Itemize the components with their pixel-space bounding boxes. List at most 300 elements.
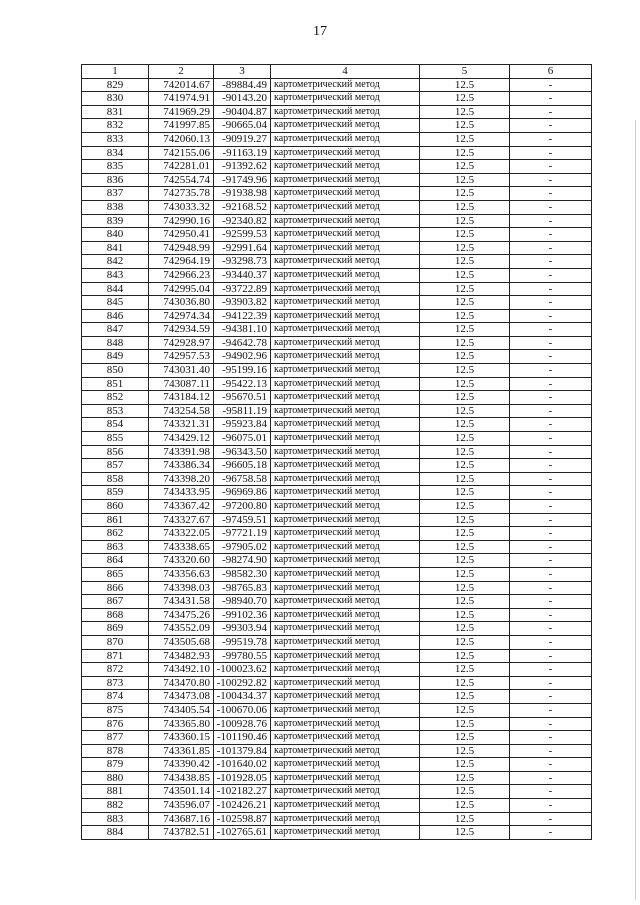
table-cell: 743356.63: [149, 567, 214, 581]
table-cell: 12.5: [420, 826, 510, 840]
table-cell: картометрический метод: [271, 200, 420, 214]
table-cell: картометрический метод: [271, 595, 420, 609]
table-cell: -: [510, 323, 592, 337]
table-cell: 12.5: [420, 391, 510, 405]
table-cell: 12.5: [420, 771, 510, 785]
table-cell: 742990.16: [149, 214, 214, 228]
table-cell: -95670.51: [214, 391, 271, 405]
table-cell: картометрический метод: [271, 690, 420, 704]
table-cell: -96605.18: [214, 459, 271, 473]
table-cell: 868: [82, 608, 149, 622]
table-row: [82, 567, 592, 581]
table-cell: 869: [82, 622, 149, 636]
table-cell: 742060.13: [149, 132, 214, 146]
table-cell: 12.5: [420, 119, 510, 133]
table-row: [82, 146, 592, 160]
table-cell: -101640.02: [214, 758, 271, 772]
table-cell: -: [510, 187, 592, 201]
table-cell: -92991.64: [214, 241, 271, 255]
table-row: [82, 500, 592, 514]
table-row: [82, 404, 592, 418]
table-cell: 743596.07: [149, 799, 214, 813]
table-cell: -90143.20: [214, 92, 271, 106]
table-header-row: [82, 65, 592, 79]
table-cell: картометрический метод: [271, 731, 420, 745]
table-cell: 743338.65: [149, 540, 214, 554]
table-cell: 848: [82, 336, 149, 350]
table-cell: 743184.12: [149, 391, 214, 405]
table-cell: 12.5: [420, 336, 510, 350]
table-row: [82, 391, 592, 405]
table-cell: 743473.08: [149, 690, 214, 704]
table-body: [82, 78, 592, 839]
table-cell: 742155.06: [149, 146, 214, 160]
table-row: [82, 445, 592, 459]
table-cell: -: [510, 228, 592, 242]
table-row: [82, 731, 592, 745]
table-cell: картометрический метод: [271, 105, 420, 119]
table-cell: 879: [82, 758, 149, 772]
table-cell: 883: [82, 812, 149, 826]
table-row: [82, 581, 592, 595]
table-row: [82, 214, 592, 228]
table-cell: 841: [82, 241, 149, 255]
table-cell: -91749.96: [214, 173, 271, 187]
table-cell: -99102.36: [214, 608, 271, 622]
table-cell: картометрический метод: [271, 540, 420, 554]
table-cell: картометрический метод: [271, 608, 420, 622]
table-cell: картометрический метод: [271, 132, 420, 146]
table-cell: -: [510, 404, 592, 418]
table-row: [82, 228, 592, 242]
table-cell: картометрический метод: [271, 418, 420, 432]
table-cell: -101379.84: [214, 744, 271, 758]
column-header: 2: [149, 65, 214, 79]
table-cell: 741974.91: [149, 92, 214, 106]
table-cell: 12.5: [420, 567, 510, 581]
table-cell: -94381.10: [214, 323, 271, 337]
table-cell: -95199.16: [214, 364, 271, 378]
table-cell: картометрический метод: [271, 486, 420, 500]
table-cell: 870: [82, 635, 149, 649]
table-cell: 844: [82, 282, 149, 296]
table-row: [82, 336, 592, 350]
table-cell: 743492.10: [149, 663, 214, 677]
table-row: [82, 200, 592, 214]
table-row: [82, 105, 592, 119]
table-row: [82, 622, 592, 636]
table-cell: 12.5: [420, 649, 510, 663]
table-cell: 12.5: [420, 540, 510, 554]
table-cell: -101928.05: [214, 771, 271, 785]
table-cell: -100928.76: [214, 717, 271, 731]
table-cell: -95811.19: [214, 404, 271, 418]
table-cell: 743254.58: [149, 404, 214, 418]
table-cell: 12.5: [420, 105, 510, 119]
table-cell: 864: [82, 554, 149, 568]
table-cell: 12.5: [420, 595, 510, 609]
table-cell: 12.5: [420, 432, 510, 446]
table-cell: 742928.97: [149, 336, 214, 350]
table-cell: 881: [82, 785, 149, 799]
table-cell: -: [510, 717, 592, 731]
table-cell: 742014.67: [149, 78, 214, 92]
table-cell: 837: [82, 187, 149, 201]
table-cell: 12.5: [420, 513, 510, 527]
table-cell: -90404.87: [214, 105, 271, 119]
table-cell: -: [510, 241, 592, 255]
table-cell: картометрический метод: [271, 500, 420, 514]
table-cell: 743365.80: [149, 717, 214, 731]
table-row: [82, 364, 592, 378]
table-cell: 882: [82, 799, 149, 813]
table-row: [82, 513, 592, 527]
table-row: [82, 187, 592, 201]
table-cell: 849: [82, 350, 149, 364]
table-cell: -: [510, 554, 592, 568]
table-cell: -: [510, 364, 592, 378]
table-cell: 12.5: [420, 445, 510, 459]
table-cell: 12.5: [420, 486, 510, 500]
table-cell: 743438.85: [149, 771, 214, 785]
table-cell: 12.5: [420, 635, 510, 649]
table-cell: -: [510, 540, 592, 554]
table-cell: 12.5: [420, 799, 510, 813]
table-cell: 12.5: [420, 296, 510, 310]
table-cell: 12.5: [420, 323, 510, 337]
table-cell: картометрический метод: [271, 622, 420, 636]
table-cell: 875: [82, 703, 149, 717]
table-row: [82, 472, 592, 486]
table-cell: -91163.19: [214, 146, 271, 160]
table-row: [82, 323, 592, 337]
table-row: [82, 173, 592, 187]
table-cell: 831: [82, 105, 149, 119]
table-cell: -102765.61: [214, 826, 271, 840]
table-cell: картометрический метод: [271, 404, 420, 418]
table-cell: 12.5: [420, 92, 510, 106]
table-cell: 12.5: [420, 554, 510, 568]
table-row: [82, 690, 592, 704]
table-cell: картометрический метод: [271, 377, 420, 391]
table-cell: картометрический метод: [271, 187, 420, 201]
table-cell: 845: [82, 296, 149, 310]
table-cell: -: [510, 663, 592, 677]
table-row: [82, 282, 592, 296]
table-cell: картометрический метод: [271, 554, 420, 568]
table-cell: 12.5: [420, 608, 510, 622]
table-cell: картометрический метод: [271, 241, 420, 255]
table-cell: 873: [82, 676, 149, 690]
table-cell: -: [510, 649, 592, 663]
table-cell: картометрический метод: [271, 160, 420, 174]
table-cell: -: [510, 812, 592, 826]
table-cell: -: [510, 173, 592, 187]
table-cell: картометрический метод: [271, 119, 420, 133]
table-cell: 12.5: [420, 676, 510, 690]
table-cell: картометрический метод: [271, 296, 420, 310]
table-cell: картометрический метод: [271, 567, 420, 581]
scan-edge-line: [635, 120, 636, 900]
table-cell: картометрический метод: [271, 309, 420, 323]
table-cell: 12.5: [420, 472, 510, 486]
table-cell: 743431.58: [149, 595, 214, 609]
table-cell: 12.5: [420, 309, 510, 323]
table-row: [82, 771, 592, 785]
table-cell: -: [510, 690, 592, 704]
table-cell: 12.5: [420, 459, 510, 473]
table-cell: картометрический метод: [271, 255, 420, 269]
table-cell: 742966.23: [149, 268, 214, 282]
table-cell: картометрический метод: [271, 635, 420, 649]
table-cell: 853: [82, 404, 149, 418]
table-cell: 12.5: [420, 350, 510, 364]
table-cell: -: [510, 581, 592, 595]
table-cell: -97459.51: [214, 513, 271, 527]
table-cell: картометрический метод: [271, 744, 420, 758]
table-cell: 743031.40: [149, 364, 214, 378]
table-cell: -100023.62: [214, 663, 271, 677]
table-cell: -98765.83: [214, 581, 271, 595]
table-row: [82, 758, 592, 772]
table-cell: картометрический метод: [271, 527, 420, 541]
table-cell: 851: [82, 377, 149, 391]
table-cell: 12.5: [420, 377, 510, 391]
table-cell: -92340.82: [214, 214, 271, 228]
table-cell: картометрический метод: [271, 214, 420, 228]
table-cell: 12.5: [420, 268, 510, 282]
table-cell: -91392.62: [214, 160, 271, 174]
table-row: [82, 649, 592, 663]
table-cell: 12.5: [420, 500, 510, 514]
table-cell: 743321.31: [149, 418, 214, 432]
table-cell: -: [510, 92, 592, 106]
table-cell: -: [510, 703, 592, 717]
table-cell: -: [510, 119, 592, 133]
table-cell: картометрический метод: [271, 703, 420, 717]
table-row: [82, 744, 592, 758]
table-cell: картометрический метод: [271, 92, 420, 106]
column-header: 3: [214, 65, 271, 79]
table-cell: картометрический метод: [271, 799, 420, 813]
table-cell: 877: [82, 731, 149, 745]
table-cell: 12.5: [420, 690, 510, 704]
table-cell: 743398.03: [149, 581, 214, 595]
table-cell: картометрический метод: [271, 432, 420, 446]
table-cell: картометрический метод: [271, 717, 420, 731]
table-cell: -96969.86: [214, 486, 271, 500]
column-header: 6: [510, 65, 592, 79]
table-cell: 743367.42: [149, 500, 214, 514]
table-row: [82, 663, 592, 677]
table-cell: 830: [82, 92, 149, 106]
table-cell: 856: [82, 445, 149, 459]
table-cell: 12.5: [420, 418, 510, 432]
table-cell: 846: [82, 309, 149, 323]
table-cell: -102182.27: [214, 785, 271, 799]
table-row: [82, 377, 592, 391]
table-cell: 742974.34: [149, 309, 214, 323]
table-row: [82, 432, 592, 446]
table-cell: -98940.70: [214, 595, 271, 609]
table-cell: 743429.12: [149, 432, 214, 446]
table-cell: -: [510, 595, 592, 609]
table-cell: -: [510, 608, 592, 622]
table-cell: -94642.78: [214, 336, 271, 350]
table-cell: 743360.15: [149, 731, 214, 745]
table-cell: 843: [82, 268, 149, 282]
table-cell: -: [510, 567, 592, 581]
table-cell: 743327.67: [149, 513, 214, 527]
table-row: [82, 717, 592, 731]
table-cell: -: [510, 282, 592, 296]
table-cell: 838: [82, 200, 149, 214]
table-cell: -94122.39: [214, 309, 271, 323]
table-cell: -: [510, 676, 592, 690]
table-cell: 12.5: [420, 527, 510, 541]
table-cell: картометрический метод: [271, 812, 420, 826]
table-cell: 743552.09: [149, 622, 214, 636]
table-cell: 743320.60: [149, 554, 214, 568]
table-row: [82, 812, 592, 826]
table-cell: 876: [82, 717, 149, 731]
table-cell: 12.5: [420, 581, 510, 595]
table-cell: 742964.19: [149, 255, 214, 269]
table-cell: 12.5: [420, 717, 510, 731]
table-cell: 743386.34: [149, 459, 214, 473]
table-cell: 742950.41: [149, 228, 214, 242]
table-row: [82, 703, 592, 717]
table-cell: 866: [82, 581, 149, 595]
table-cell: 850: [82, 364, 149, 378]
table-cell: картометрический метод: [271, 146, 420, 160]
table-row: [82, 78, 592, 92]
table-cell: -: [510, 622, 592, 636]
table-cell: 12.5: [420, 146, 510, 160]
table-cell: 742948.99: [149, 241, 214, 255]
table-cell: -96343.50: [214, 445, 271, 459]
table-cell: 12.5: [420, 785, 510, 799]
table-cell: 12.5: [420, 744, 510, 758]
table-cell: 839: [82, 214, 149, 228]
table-cell: 858: [82, 472, 149, 486]
table-cell: -90665.04: [214, 119, 271, 133]
table-cell: -: [510, 336, 592, 350]
table-row: [82, 119, 592, 133]
table-cell: -93903.82: [214, 296, 271, 310]
table-row: [82, 799, 592, 813]
table-cell: 835: [82, 160, 149, 174]
table-cell: -99519.78: [214, 635, 271, 649]
table-cell: -97200.80: [214, 500, 271, 514]
table-cell: 12.5: [420, 214, 510, 228]
table-cell: -: [510, 635, 592, 649]
table-row: [82, 255, 592, 269]
table-cell: -: [510, 744, 592, 758]
table-cell: -99780.55: [214, 649, 271, 663]
table-row: [82, 785, 592, 799]
table-cell: -: [510, 377, 592, 391]
table-cell: 12.5: [420, 663, 510, 677]
table-cell: 743433.95: [149, 486, 214, 500]
table-cell: -: [510, 826, 592, 840]
table-cell: -93298.73: [214, 255, 271, 269]
table-cell: -: [510, 459, 592, 473]
table-cell: картометрический метод: [271, 173, 420, 187]
table-row: [82, 296, 592, 310]
table-cell: -99303.94: [214, 622, 271, 636]
table-cell: 884: [82, 826, 149, 840]
table-row: [82, 418, 592, 432]
coordinates-table: [81, 64, 592, 840]
table-cell: -: [510, 214, 592, 228]
table-row: [82, 608, 592, 622]
table-row: [82, 92, 592, 106]
table-cell: 854: [82, 418, 149, 432]
table-cell: -: [510, 799, 592, 813]
table-cell: -94902.96: [214, 350, 271, 364]
table-cell: 742995.04: [149, 282, 214, 296]
table-cell: картометрический метод: [271, 78, 420, 92]
table-cell: -96758.58: [214, 472, 271, 486]
table-cell: картометрический метод: [271, 268, 420, 282]
table-cell: 12.5: [420, 160, 510, 174]
table-cell: 742934.59: [149, 323, 214, 337]
table-cell: 12.5: [420, 132, 510, 146]
table-cell: -: [510, 255, 592, 269]
table-cell: 742735.78: [149, 187, 214, 201]
table-cell: 12.5: [420, 200, 510, 214]
table-cell: -: [510, 268, 592, 282]
table-row: [82, 160, 592, 174]
table-cell: 829: [82, 78, 149, 92]
table-cell: -97721.19: [214, 527, 271, 541]
table-cell: -93440.37: [214, 268, 271, 282]
table-cell: -95923.84: [214, 418, 271, 432]
table-cell: -: [510, 472, 592, 486]
table-cell: 743322.05: [149, 527, 214, 541]
table-cell: 742554.74: [149, 173, 214, 187]
table-cell: 743782.51: [149, 826, 214, 840]
table-cell: 742281.01: [149, 160, 214, 174]
table-cell: -89884.49: [214, 78, 271, 92]
table-cell: 12.5: [420, 255, 510, 269]
table-cell: 12.5: [420, 731, 510, 745]
table-row: [82, 268, 592, 282]
table-cell: -: [510, 105, 592, 119]
table-cell: картометрический метод: [271, 459, 420, 473]
table-cell: -: [510, 771, 592, 785]
table-cell: -: [510, 391, 592, 405]
table-cell: 743398.20: [149, 472, 214, 486]
table-row: [82, 527, 592, 541]
table-cell: картометрический метод: [271, 649, 420, 663]
table-row: [82, 554, 592, 568]
table-cell: -97905.02: [214, 540, 271, 554]
table-row: [82, 241, 592, 255]
table-cell: 833: [82, 132, 149, 146]
table-cell: 852: [82, 391, 149, 405]
table-row: [82, 486, 592, 500]
table-cell: картометрический метод: [271, 282, 420, 296]
table-row: [82, 676, 592, 690]
table-cell: -101190.46: [214, 731, 271, 745]
table-cell: -: [510, 785, 592, 799]
table-cell: 743390.42: [149, 758, 214, 772]
table-cell: 880: [82, 771, 149, 785]
table-cell: -: [510, 500, 592, 514]
table-cell: 743470.80: [149, 676, 214, 690]
